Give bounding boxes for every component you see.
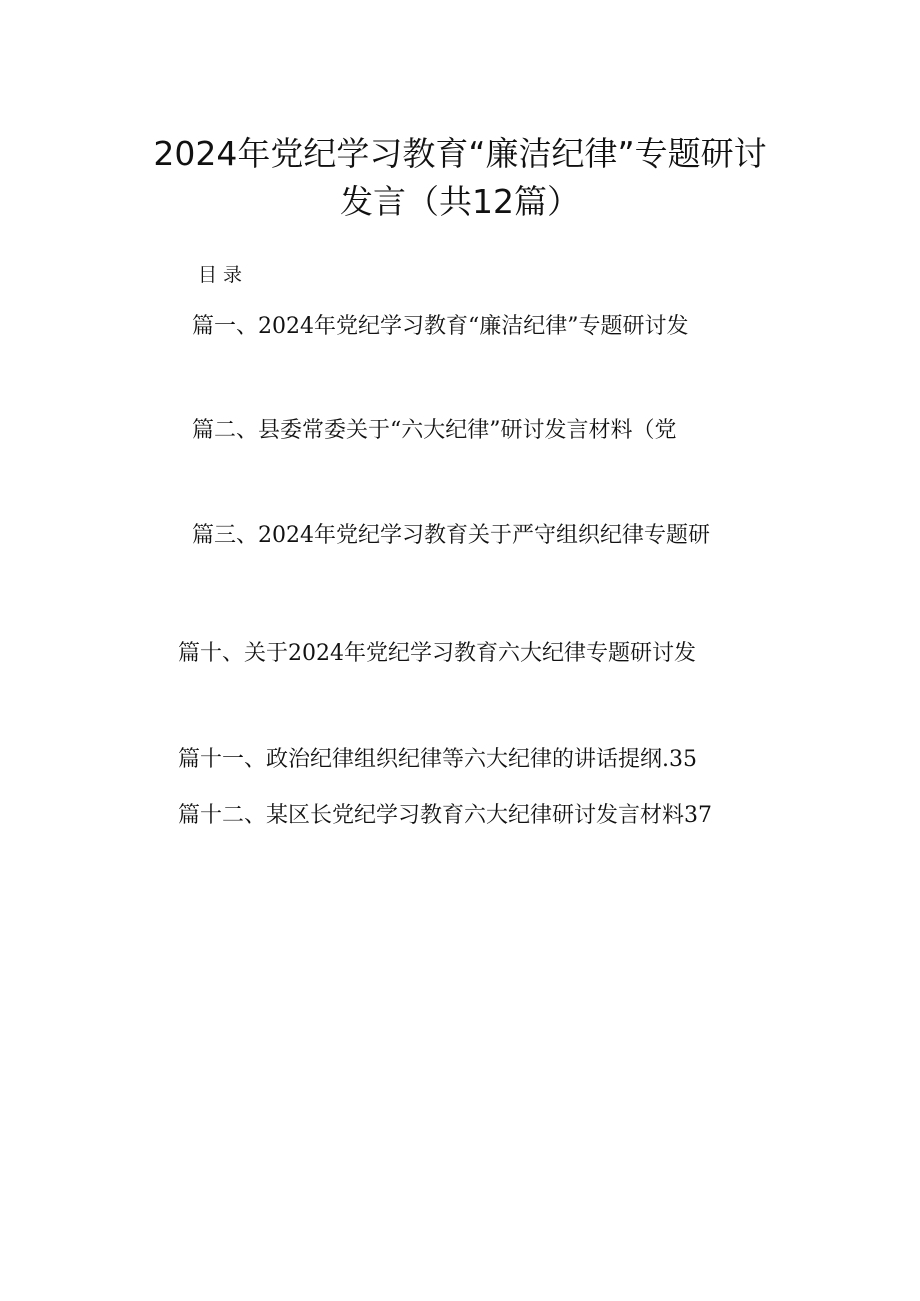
- document-title-line-2: 发言（共12篇）: [340, 182, 580, 221]
- toc-item-12[interactable]: 篇十二、某区长党纪学习教育六大纪律研讨发言材料37: [178, 803, 712, 828]
- toc-heading: 目录: [198, 264, 249, 286]
- toc-item-2[interactable]: 篇二、县委常委关于“六大纪律”研讨发言材料（党: [192, 418, 677, 443]
- toc-item-1[interactable]: 篇一、2024年党纪学习教育“廉洁纪律”专题研讨发: [192, 314, 689, 339]
- toc-item-11[interactable]: 篇十一、政治纪律组织纪律等六大纪律的讲话提纲.35: [178, 747, 697, 772]
- toc-item-10[interactable]: 篇十、关于2024年党纪学习教育六大纪律专题研讨发: [178, 641, 696, 666]
- toc-item-3[interactable]: 篇三、2024年党纪学习教育关于严守组织纪律专题研: [192, 523, 710, 548]
- document-title-line-1: 2024年党纪学习教育“廉洁纪律”专题研讨: [153, 134, 767, 173]
